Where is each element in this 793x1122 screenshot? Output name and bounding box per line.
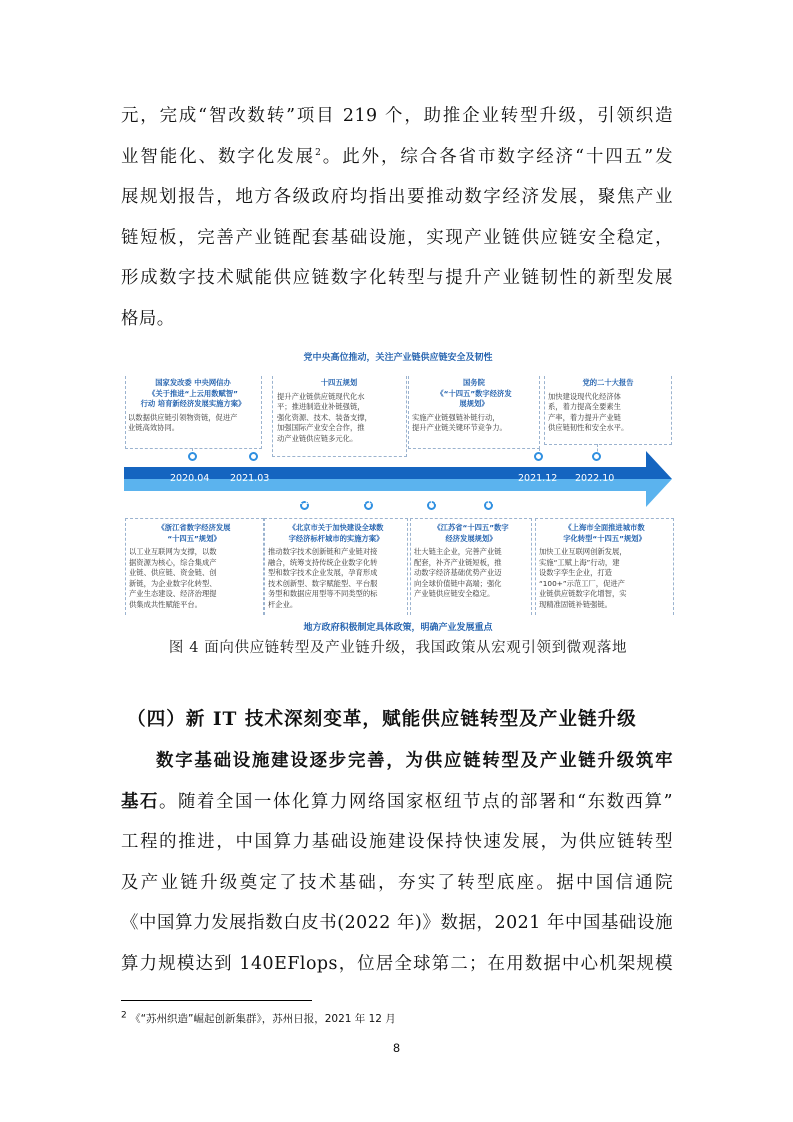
- text-line: 展规划报告，地方各级政府均指出要推动数字经济发展，聚焦产业: [121, 187, 673, 208]
- text-line: 算力规模达到 140EFlops，位居全球第二；在用数据中心机架规模: [121, 953, 673, 974]
- date-label: 2021.12: [518, 473, 558, 484]
- text-line: 业智能化、数字化发展$^2$。此外，综合各省市数字经济“十四五”发: [121, 146, 673, 167]
- policy-item-2022-10: 党的二十大报告 加快建设现代化经济体 系，着力提高全要素生 产率，着力提升产业链 供应链韧性和安全水平。: [548, 378, 634, 432]
- timeline-dot: [249, 452, 258, 461]
- footnote: [121, 1011, 396, 1026]
- policy-item-2020-04: 国家发改委 中央网信办 《关于推进“上云用数赋智” 行动 培育新经济发展实施方案》 以数据供应链引领物资链，促进产 业链高效协同。: [128, 378, 246, 432]
- policy-item-beijing: 《北京市关于加快建设全球数 字经济标杆城市的实施方案》 推动数字技术创新链和产业链对接 融合，统筹支持传统企业数字化转 型和数字技术企业发展，孕育形成 技术创新型、数字赋能型、平台服 务型和数据应用型等不同类型的标 杆企业。: [268, 523, 384, 609]
- footnote-text: 《“苏州织造”崛起创新集群》，苏州日报，2021 年 12 月: [130, 1013, 396, 1025]
- timeline-dot: [592, 452, 601, 461]
- text-line: 工程的推进，中国算力基础设施建设保持快速发展，为供应链转型: [121, 832, 673, 853]
- footnote-ref[interactable]: 2: [315, 147, 322, 158]
- timeline-dot: [534, 452, 543, 461]
- figure-bottom-banner: 地方政府积极制定具体政策，明确产业发展重点: [303, 623, 493, 633]
- body-paragraph-1: [121, 96, 673, 340]
- date-label: 2021.03: [230, 473, 270, 484]
- section-heading: （四）新 IT 技术深刻变革，赋能供应链转型及产业链升级: [127, 709, 637, 730]
- figure-caption: 图 4 面向供应链转型及产业链升级，我国政策从宏观引领到微观落地: [168, 640, 628, 656]
- policy-item-shanghai: 《上海市全面推进城市数 字化转型“十四五”规划》 加快工业互联网创新发展， 实施“工赋上海”行动，建 设数字孪生企业，打造 “100+”示范工厂，促进产 业链供应链数字化增智，实 现精准固链补链强链。: [539, 523, 646, 609]
- date-label: 2022.10: [575, 473, 615, 484]
- footnote-marker: 2: [121, 1010, 127, 1021]
- footnote-rule: [121, 1000, 312, 1001]
- body-paragraph-2: [121, 741, 673, 985]
- date-label: 2021.10: [467, 496, 507, 507]
- text-line: 数字基础设施建设逐步完善，为供应链转型及产业链升级筑牢: [156, 751, 673, 771]
- date-label: 2021.06: [285, 496, 325, 507]
- date-label: 2020.04: [170, 473, 210, 484]
- text-line: 格局。: [121, 308, 175, 329]
- date-label: 2021.08: [410, 496, 450, 507]
- text-line: 及产业链升级奠定了技术基础，夯实了转型底座。据中国信通院: [121, 872, 673, 893]
- policy-item-2021-03: 十四五规划 提升产业链供应链现代化水 平；推进制造业补链强链， 强化资源、技术、装备支撑， 加强国际产业安全合作，推 动产业链供应链多元化。: [277, 378, 372, 443]
- timeline-dot: [188, 452, 197, 461]
- policy-item-jiangsu: 《江苏省“十四五”数字 经济发展规划》 壮大链主企业，完善产业链 配套，补齐产业链短板，推 动数字经济基础优势产业迈 向全球价值链中高端；强化 产业链供应链安全稳定。: [414, 523, 509, 598]
- text-line: 链短板，完善产业链配套基础设施，实现产业链供应链安全稳定，: [121, 227, 673, 248]
- text-line: 基石。随着全国一体化算力网络国家枢纽节点的部署和“东数西算”: [121, 791, 673, 812]
- figure-top-banner: 党中央高位推动，关注产业链供应链安全及韧性: [303, 353, 493, 363]
- text-line: 形成数字技术赋能供应链数字化转型与提升产业链韧性的新型发展: [121, 268, 673, 289]
- text-line: 《中国算力发展指数白皮书(2022 年)》数据，2021 年中国基础设施: [121, 913, 673, 934]
- page-number: 8: [392, 1041, 401, 1055]
- date-label: 2021.07: [348, 496, 388, 507]
- policy-timeline-figure: [120, 348, 676, 638]
- policy-item-2021-12: 国务院 《“十四五”数字经济发 展规划》 实施产业链强链补链行动， 提升产业链关键环节竞争力。: [412, 378, 512, 432]
- text-line: 元，完成“智改数转”项目 219 个，助推企业转型升级，引领织造: [121, 106, 673, 126]
- policy-item-zhejiang: 《浙江省数字经济发展 “十四五”规划》 以工业互联网为支撑，以数 据资源为核心，综合集成产 业链、供应链、资金链、创 新链，为企业数字化转型、 产业生态建设、经济治理提 供集成共性赋能平台。: [129, 523, 231, 609]
